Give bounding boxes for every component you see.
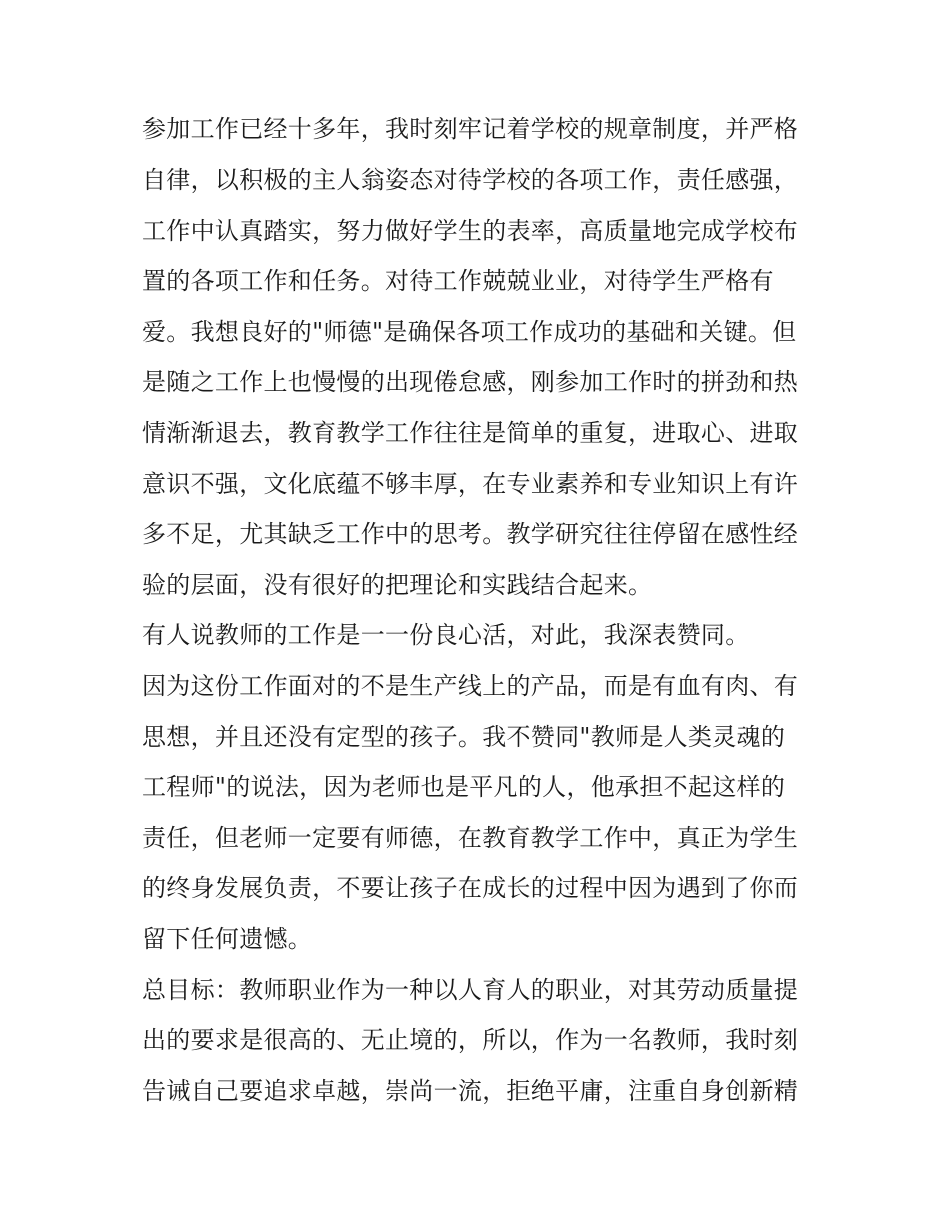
text-line: 工程师"的说法，因为老师也是平凡的人，他承担不起这样的: [142, 773, 786, 801]
text-line: 置的各项工作和任务。对待工作兢兢业业，对待学生严格有: [142, 267, 774, 295]
text-line: 工作中认真踏实，努力做好学生的表率，高质量地完成学校布: [142, 217, 799, 245]
text-line: 爱。我想良好的"师德"是确保各项工作成功的基础和关键。但: [142, 318, 797, 346]
text-line: 总目标：教师职业作为一种以人育人的职业，对其劳动质量提: [142, 976, 799, 1004]
text-line: 是随之工作上也慢慢的出现倦怠感，刚参加工作时的拼劲和热: [142, 368, 799, 396]
text-line: 自律，以积极的主人翁姿态对待学校的各项工作，责任感强，: [142, 166, 799, 194]
text-line: 的终身发展负责，不要让孩子在成长的过程中因为遇到了你而: [142, 874, 799, 902]
text-line: 多不足，尤其缺乏工作中的思考。教学研究往往停留在感性经: [142, 520, 799, 548]
text-line: 出的要求是很高的、无止境的，所以，作为一名教师，我时刻: [142, 1026, 799, 1054]
text-line: 意识不强，文化底蕴不够丰厚，在专业素养和专业知识上有许: [142, 470, 799, 498]
text-line: 责任，但老师一定要有师德，在教育教学工作中，真正为学生: [142, 824, 799, 852]
text-line: 留下任何遗憾。: [142, 925, 313, 953]
text-line: 因为这份工作面对的不是生产线上的产品，而是有血有肉、有: [142, 672, 799, 700]
text-line: 思想，并且还没有定型的孩子。我不赞同"教师是人类灵魂的: [142, 723, 786, 751]
text-line: 告诫自己要追求卓越，崇尚一流，拒绝平庸，注重自身创新精: [142, 1077, 799, 1105]
text-line: 情渐渐退去，教育教学工作往往是简单的重复，进取心、进取: [142, 419, 799, 447]
text-line: 参加工作已经十多年，我时刻牢记着学校的规章制度，并严格: [142, 115, 799, 143]
text-line: 有人说教师的工作是一一份良心活，对此，我深表赞同。: [142, 621, 750, 649]
text-line: 验的层面，没有很好的把理论和实践结合起来。: [142, 571, 653, 599]
